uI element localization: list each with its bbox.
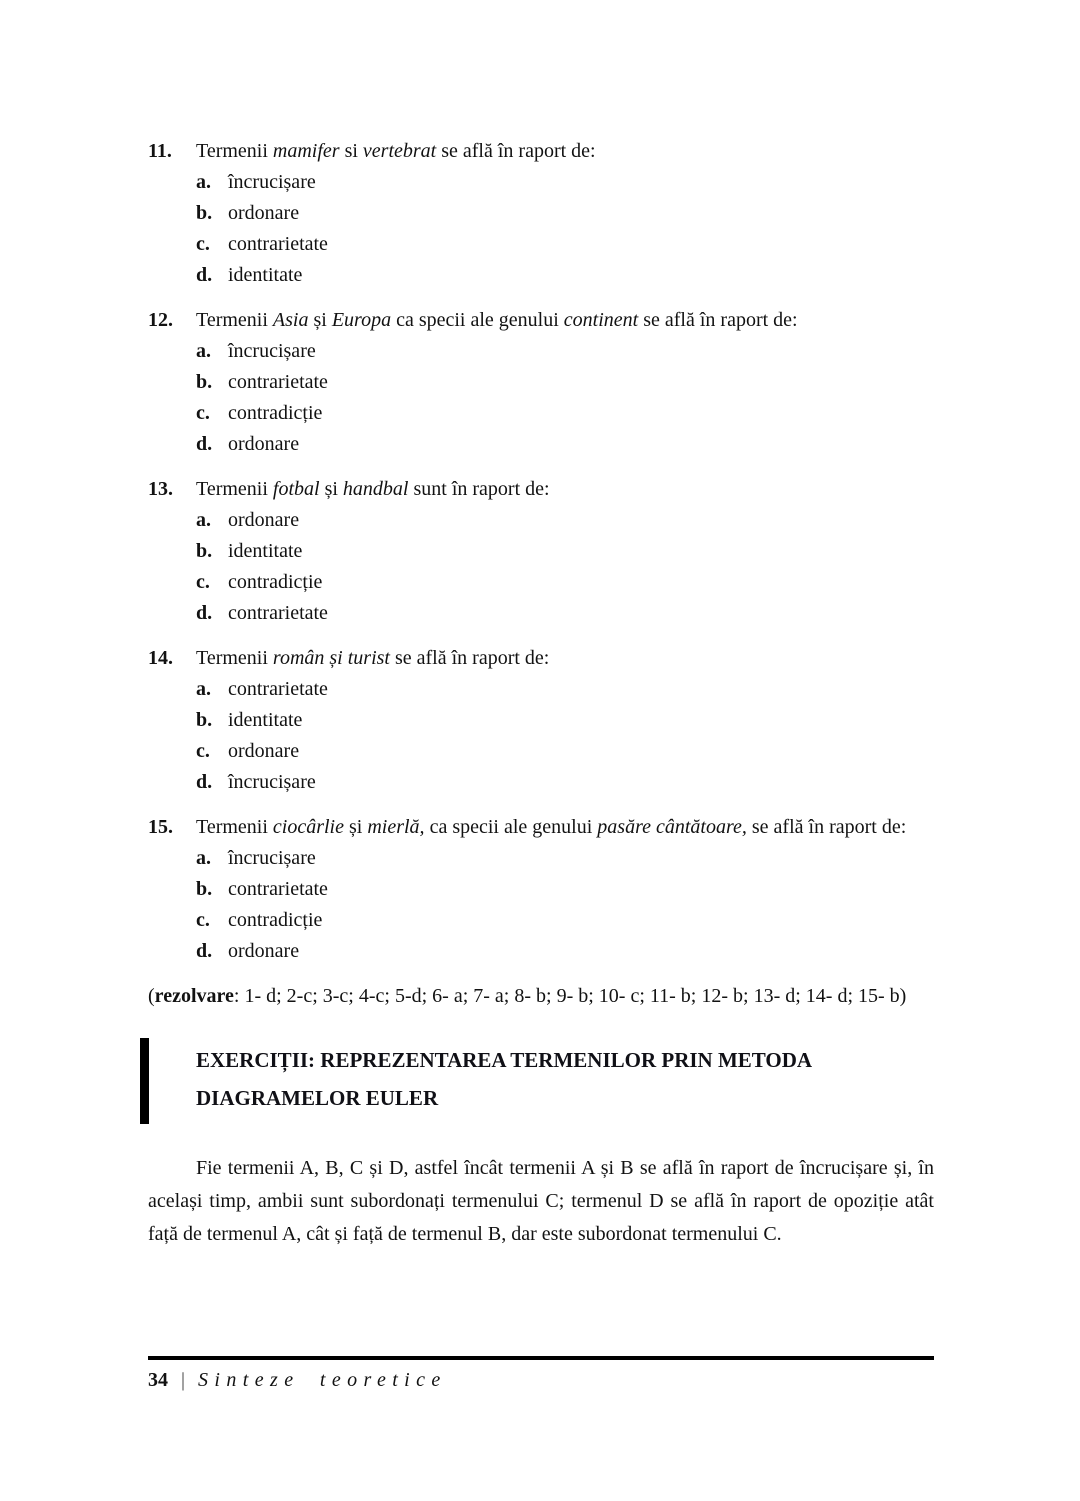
option-letter: d. [196, 771, 213, 793]
option-letter: a. [196, 678, 211, 700]
footer-separator: | [181, 1369, 186, 1391]
option-letter: c. [196, 909, 210, 931]
option-label: încrucișare [228, 847, 316, 869]
text-run: sunt în raport de: [408, 478, 550, 500]
option-row [148, 874, 934, 905]
question-text [196, 305, 934, 336]
question-block [148, 305, 934, 460]
option-label: contrarietate [228, 371, 328, 393]
options-list [148, 336, 934, 460]
options-list [148, 674, 934, 798]
question-stem [148, 474, 934, 505]
italic-text-run: mamifer [272, 140, 340, 162]
option-label: contradicție [228, 571, 323, 593]
option-row [148, 429, 934, 460]
option-letter: c. [196, 740, 210, 762]
option-label: contrarietate [228, 678, 328, 700]
option-label: ordonare [228, 940, 300, 962]
footer-book-title: Sinteze teoretice [198, 1369, 447, 1391]
text-run: ( [148, 985, 155, 1007]
question-stem [148, 136, 934, 167]
bold-text-run: rezolvare [154, 985, 234, 1007]
question-block [148, 136, 934, 291]
option-letter: d. [196, 264, 213, 286]
footer-rule [148, 1356, 934, 1360]
option-letter: b. [196, 878, 213, 900]
option-label: identitate [228, 264, 303, 286]
option-letter: d. [196, 602, 213, 624]
option-label: contradicție [228, 402, 323, 424]
option-label: contrarietate [228, 602, 328, 624]
option-row [148, 843, 934, 874]
question-block [148, 474, 934, 629]
text-run: și [308, 309, 332, 331]
option-letter: c. [196, 402, 210, 424]
option-letter: c. [196, 571, 210, 593]
text-run: Termenii [196, 647, 273, 669]
text-run: : 1- d; 2-c; 3-c; 4-c; 5-d; 6- a; 7- a; 8- b; 9- b; 10- c; 11- b; 12- b; 13- d; 14- d; 15- b) [233, 985, 907, 1007]
option-label: ordonare [228, 740, 300, 762]
options-list [148, 167, 934, 291]
question-block [148, 643, 934, 798]
page-footer [148, 1356, 934, 1392]
option-label: contrarietate [228, 878, 328, 900]
question-block [148, 812, 934, 967]
options-list [148, 505, 934, 629]
option-label: identitate [228, 709, 303, 731]
option-row [148, 705, 934, 736]
option-letter: a. [196, 509, 211, 531]
question-text [196, 643, 934, 674]
option-row [148, 229, 934, 260]
option-row [148, 167, 934, 198]
option-row [148, 198, 934, 229]
option-row [148, 905, 934, 936]
text-run: se află în raport de: [638, 309, 798, 331]
italic-text-run: mierlă, [367, 816, 425, 838]
option-row [148, 536, 934, 567]
option-label: contrarietate [228, 233, 328, 255]
italic-text-run: fotbal [272, 478, 320, 500]
text-run: Termenii [196, 816, 273, 838]
option-letter: a. [196, 340, 211, 362]
text-run: Termenii [196, 140, 273, 162]
option-letter: d. [196, 433, 213, 455]
question-text [196, 136, 934, 167]
option-row [148, 260, 934, 291]
option-row [148, 598, 934, 629]
text-run: si [339, 140, 363, 162]
option-label: ordonare [228, 202, 300, 224]
footer-text [148, 1369, 934, 1392]
options-list [148, 843, 934, 967]
question-text [196, 812, 934, 843]
question-number: 13. [148, 478, 173, 500]
footer-page-number: 34 [148, 1369, 168, 1391]
option-row [148, 674, 934, 705]
italic-text-run: handbal [342, 478, 409, 500]
option-row [148, 567, 934, 598]
text-run: și [344, 816, 368, 838]
option-row [148, 336, 934, 367]
question-number: 12. [148, 309, 173, 331]
option-letter: b. [196, 371, 213, 393]
body-paragraph: Fie termenii A, B, C și D, astfel încât termenii A și B se află în raport de încrucișare și, în același timp, ambii sunt subordonați termenului C; termenul D se află în raport de opoziție atât față de termenul A, cât și față de termenul B, dar este subordonat termenului C. [148, 1156, 934, 1245]
option-label: încrucișare [228, 771, 316, 793]
option-row [148, 367, 934, 398]
option-letter: a. [196, 171, 211, 193]
text-run: și [319, 478, 343, 500]
option-letter: b. [196, 540, 213, 562]
option-label: încrucișare [228, 340, 316, 362]
questions-list [148, 136, 934, 967]
option-label: încrucișare [228, 171, 316, 193]
question-number: 11. [148, 140, 172, 162]
option-label: identitate [228, 540, 303, 562]
option-row [148, 767, 934, 798]
section-heading: EXERCIȚII: REPREZENTAREA TERMENILOR PRIN METODA DIAGRAMELOR EULER [140, 1038, 934, 1124]
italic-text-run: continent [563, 309, 639, 331]
text-run: ca specii ale genului [391, 309, 564, 331]
option-letter: b. [196, 709, 213, 731]
option-row [148, 736, 934, 767]
option-label: contradicție [228, 909, 323, 931]
italic-text-run: român și turist [272, 647, 390, 669]
option-row [148, 398, 934, 429]
option-row [148, 936, 934, 967]
italic-text-run: pasăre cântătoare, [597, 816, 747, 838]
question-text [196, 474, 934, 505]
option-letter: d. [196, 940, 213, 962]
option-row [148, 505, 934, 536]
option-letter: a. [196, 847, 211, 869]
question-number: 14. [148, 647, 173, 669]
solution-line [148, 981, 934, 1012]
question-stem [148, 305, 934, 336]
page-content [148, 136, 934, 1271]
option-label: ordonare [228, 509, 300, 531]
italic-text-run: ciocârlie [272, 816, 344, 838]
italic-text-run: Asia [272, 309, 309, 331]
italic-text-run: Europa [331, 309, 392, 331]
italic-text-run: vertebrat [362, 140, 437, 162]
option-label: ordonare [228, 433, 300, 455]
option-letter: b. [196, 202, 213, 224]
question-stem [148, 812, 934, 843]
text-run: Termenii [196, 478, 273, 500]
text-run: Termenii [196, 309, 273, 331]
text-run: se află în raport de: [389, 647, 550, 669]
option-letter: c. [196, 233, 210, 255]
question-stem [148, 643, 934, 674]
text-run: se află în raport de: [436, 140, 596, 162]
question-number: 15. [148, 816, 173, 838]
text-run: se află în raport de: [746, 816, 907, 838]
text-run: ca specii ale genului [424, 816, 598, 838]
